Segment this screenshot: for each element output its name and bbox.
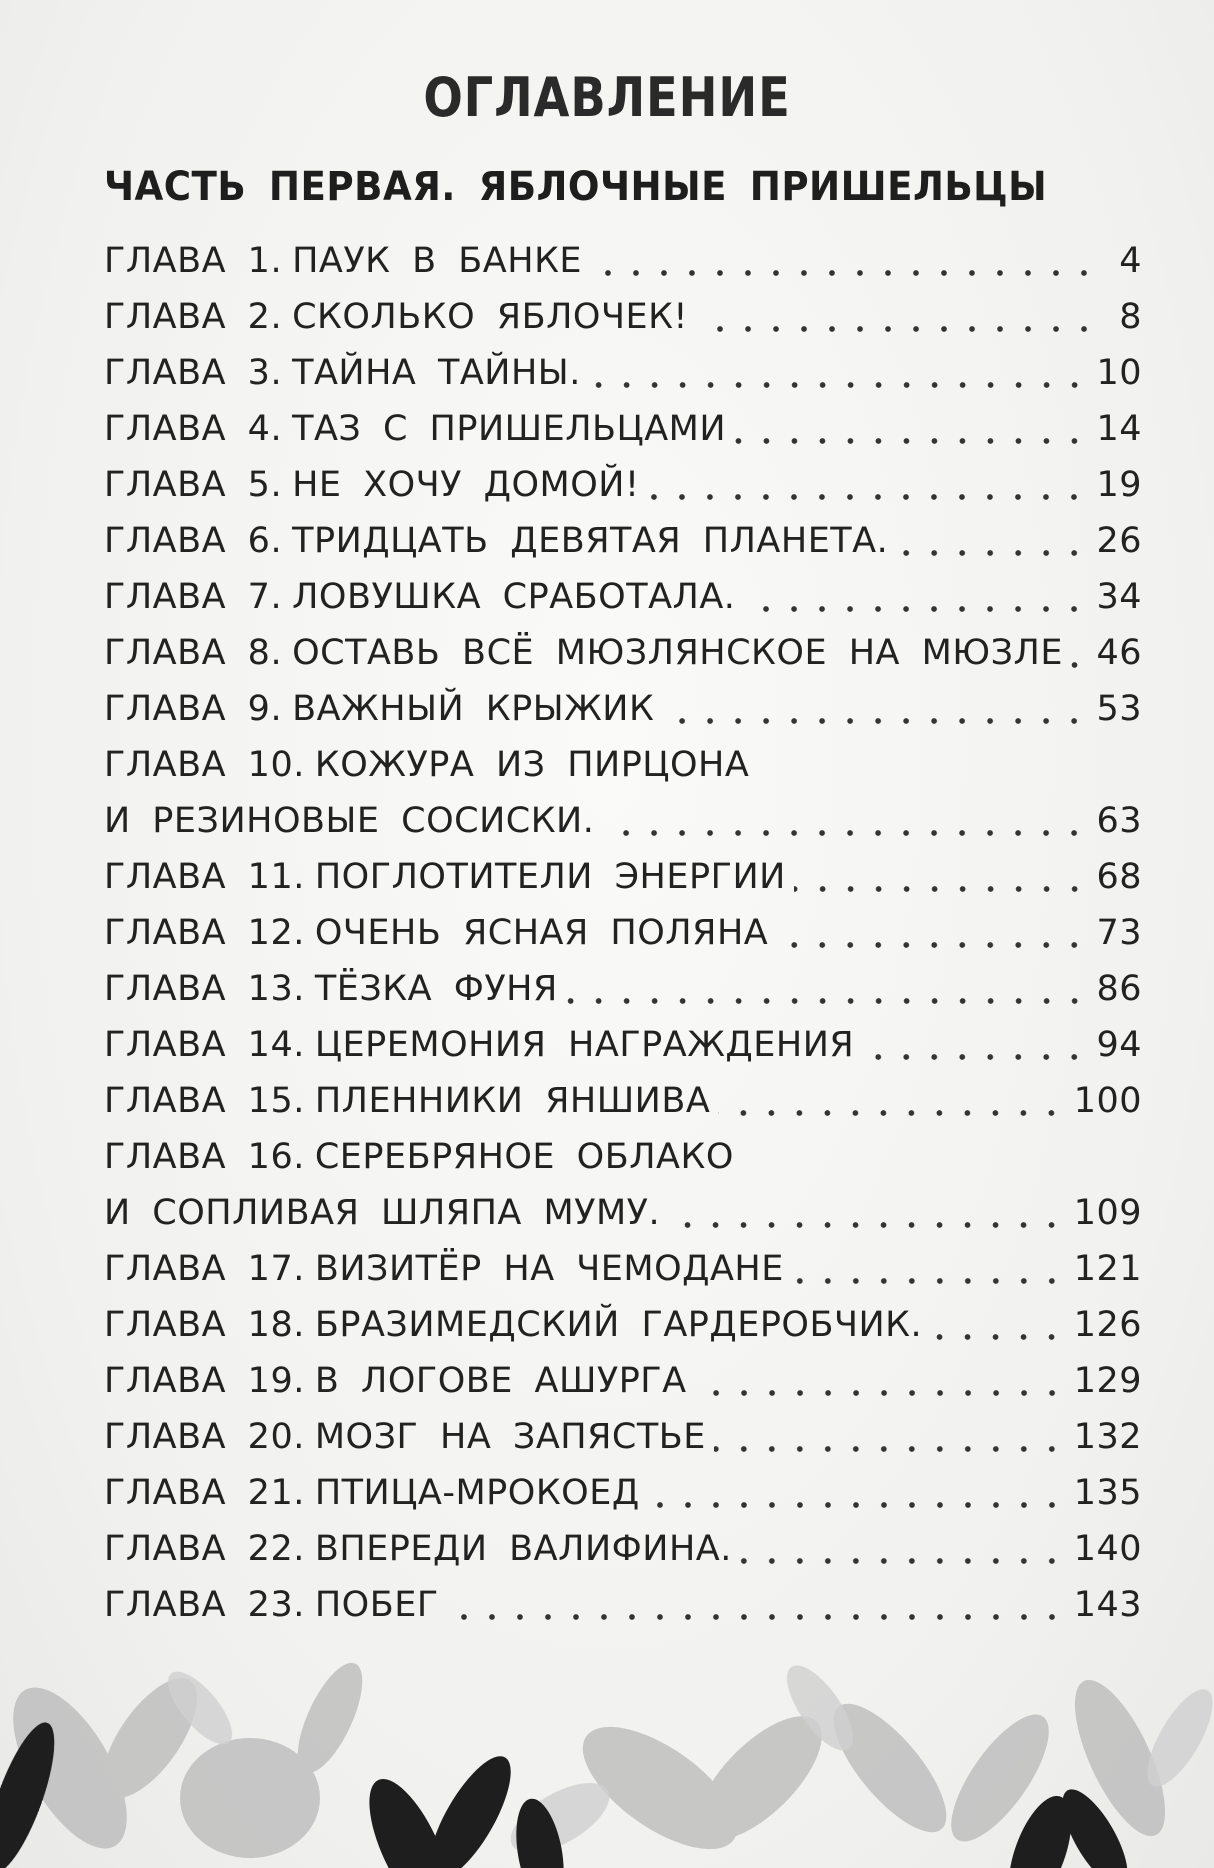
chapter-label: ГЛАВА 12. <box>104 913 305 953</box>
toc-entry <box>104 513 1142 569</box>
dot-leader <box>590 269 1098 277</box>
toc-entry <box>104 793 1142 849</box>
chapter-title: КОЖУРА ИЗ ПИРЦОНА <box>314 745 750 785</box>
page-number: 140 <box>1073 1529 1142 1569</box>
toc-entry <box>104 345 1142 401</box>
toc-entry <box>104 737 1142 793</box>
dot-leader <box>647 493 1088 501</box>
chapter-title: ПОБЕГ <box>314 1585 439 1625</box>
dot-leader <box>589 381 1089 389</box>
page-number: 63 <box>1096 801 1142 841</box>
dot-leader <box>792 1277 1066 1285</box>
dot-leader <box>862 1053 1088 1061</box>
page-number: 14 <box>1096 409 1142 449</box>
chapter-title: НЕ ХОЧУ ДОМОЙ! <box>292 465 640 505</box>
part-heading: ЧАСТЬ ПЕРВАЯ. ЯБЛОЧНЫЕ ПРИШЕЛЬЦЫ <box>104 164 1048 210</box>
chapter-title: ВПЕРЕДИ ВАЛИФИНА. <box>314 1529 732 1569</box>
toc-entry <box>104 1297 1142 1353</box>
chapter-label: ГЛАВА 6. <box>104 521 283 561</box>
dot-leader <box>566 997 1089 1005</box>
chapter-label: ГЛАВА 3. <box>104 353 283 393</box>
page-number: 19 <box>1096 465 1142 505</box>
dot-leader <box>896 549 1088 557</box>
chapter-title: ОЧЕНЬ ЯСНАЯ ПОЛЯНА <box>314 913 769 953</box>
toc-entry <box>104 1073 1142 1129</box>
toc-entry <box>104 1465 1142 1521</box>
page-number: 53 <box>1096 689 1142 729</box>
chapter-label: ГЛАВА 4. <box>104 409 283 449</box>
chapter-title: И РЕЗИНОВЫЕ СОСИСКИ. <box>104 801 595 841</box>
page-number: 109 <box>1073 1193 1142 1233</box>
toc-entry <box>104 905 1142 961</box>
dot-leader <box>743 605 1088 613</box>
chapter-label: ГЛАВА 23. <box>104 1585 305 1625</box>
toc-entry <box>104 457 1142 513</box>
page-number: 26 <box>1096 521 1142 561</box>
chapter-title: В ЛОГОВЕ АШУРГА <box>314 1361 687 1401</box>
chapter-label: ГЛАВА 10. <box>104 745 305 785</box>
chapter-label: ГЛАВА 20. <box>104 1417 305 1457</box>
chapter-label: ГЛАВА 17. <box>104 1249 305 1289</box>
page-number: 46 <box>1096 633 1142 673</box>
chapter-label: ГЛАВА 21. <box>104 1473 305 1513</box>
page-number: 86 <box>1096 969 1142 1009</box>
toc-entry <box>104 401 1142 457</box>
chapter-title: И СОПЛИВАЯ ШЛЯПА МУМУ. <box>104 1193 661 1233</box>
chapter-title: ОСТАВЬ ВСЁ МЮЗЛЯНСКОЕ НА МЮЗЛЕ <box>292 633 1063 673</box>
dot-leader <box>1071 661 1089 669</box>
chapter-label: ГЛАВА 9. <box>104 689 283 729</box>
dot-leader <box>776 941 1088 949</box>
toc-entry <box>104 569 1142 625</box>
page-number: 121 <box>1073 1249 1142 1289</box>
chapter-title: ТРИДЦАТЬ ДЕВЯТАЯ ПЛАНЕТА. <box>292 521 889 561</box>
chapter-label: ГЛАВА 16. <box>104 1137 305 1177</box>
chapter-label: ГЛАВА 7. <box>104 577 283 617</box>
chapter-label: ГЛАВА 1. <box>104 241 283 281</box>
chapter-title: ВАЖНЫЙ КРЫЖИК <box>292 689 655 729</box>
chapter-label: ГЛАВА 15. <box>104 1081 305 1121</box>
page-number: 4 <box>1119 241 1142 281</box>
toc-entry <box>104 1185 1142 1241</box>
dot-leader <box>718 1109 1065 1117</box>
page-number: 8 <box>1119 297 1142 337</box>
chapter-label: ГЛАВА 2. <box>104 297 283 337</box>
chapter-title: ТЁЗКА ФУНЯ <box>314 969 558 1009</box>
page-number: 10 <box>1096 353 1142 393</box>
chapter-label: ГЛАВА 8. <box>104 633 283 673</box>
dot-leader <box>668 1221 1066 1229</box>
page-title: ОГЛАВЛЕНИЕ <box>423 66 791 129</box>
dot-leader <box>742 1165 1098 1173</box>
chapter-label: ГЛАВА 13. <box>104 969 305 1009</box>
toc-entry <box>104 1577 1142 1633</box>
toc-entry <box>104 1521 1142 1577</box>
dot-leader <box>662 717 1088 725</box>
toc-entry <box>104 1241 1142 1297</box>
dot-leader <box>648 1501 1066 1509</box>
chapter-title: СКОЛЬКО ЯБЛОЧЕК! <box>292 297 688 337</box>
dot-leader <box>734 437 1088 445</box>
toc-entry <box>104 289 1142 345</box>
toc-entry <box>104 1017 1142 1073</box>
dot-leader <box>740 1557 1066 1565</box>
page-number: 100 <box>1073 1081 1142 1121</box>
page-number: 94 <box>1096 1025 1142 1065</box>
toc-entry <box>104 681 1142 737</box>
chapter-title: ТАЗ С ПРИШЕЛЬЦАМИ <box>292 409 727 449</box>
dot-leader <box>757 773 1098 781</box>
page-number: 34 <box>1096 577 1142 617</box>
chapter-title: ЛОВУШКА СРАБОТАЛА. <box>292 577 736 617</box>
dot-leader <box>714 1445 1066 1453</box>
toc-entry <box>104 625 1142 681</box>
foliage-decoration <box>0 1648 1214 1868</box>
dot-leader <box>695 1389 1066 1397</box>
chapter-title: ПЛЕННИКИ ЯНШИВА <box>314 1081 711 1121</box>
dot-leader <box>930 1333 1066 1341</box>
chapter-title: СЕРЕБРЯНОЕ ОБЛАКО <box>314 1137 734 1177</box>
toc-entry <box>104 233 1142 289</box>
toc-entry <box>104 849 1142 905</box>
chapter-title: МОЗГ НА ЗАПЯСТЬЕ <box>314 1417 706 1457</box>
page-number: 73 <box>1096 913 1142 953</box>
dot-leader <box>696 325 1098 333</box>
page-number: 126 <box>1073 1305 1142 1345</box>
page-number: 135 <box>1073 1473 1142 1513</box>
chapter-title: ПОГЛОТИТЕЛИ ЭНЕРГИИ <box>314 857 786 897</box>
toc-entry <box>104 1129 1142 1185</box>
dot-leader <box>447 1613 1066 1621</box>
page-number: 132 <box>1073 1417 1142 1457</box>
chapter-title: ПТИЦА-МРОКОЕД <box>314 1473 640 1513</box>
chapter-title: ТАЙНА ТАЙНЫ. <box>292 353 581 393</box>
page-number: 68 <box>1096 857 1142 897</box>
chapter-title: БРАЗИМЕДСКИЙ ГАРДЕРОБЧИК. <box>314 1305 923 1345</box>
chapter-label: ГЛАВА 11. <box>104 857 305 897</box>
page-number: 143 <box>1073 1585 1142 1625</box>
chapter-label: ГЛАВА 18. <box>104 1305 305 1345</box>
chapter-title: ВИЗИТЁР НА ЧЕМОДАНЕ <box>314 1249 784 1289</box>
toc-entry <box>104 1409 1142 1465</box>
chapter-label: ГЛАВА 5. <box>104 465 283 505</box>
chapter-title: ПАУК В БАНКЕ <box>292 241 583 281</box>
table-of-contents <box>104 233 1142 1633</box>
chapter-label: ГЛАВА 14. <box>104 1025 305 1065</box>
dot-leader <box>794 885 1089 893</box>
toc-entry <box>104 961 1142 1017</box>
chapter-label: ГЛАВА 22. <box>104 1529 305 1569</box>
dot-leader <box>602 829 1088 837</box>
chapter-label: ГЛАВА 19. <box>104 1361 305 1401</box>
page-number: 129 <box>1073 1361 1142 1401</box>
chapter-title: ЦЕРЕМОНИЯ НАГРАЖДЕНИЯ <box>314 1025 855 1065</box>
toc-entry <box>104 1353 1142 1409</box>
